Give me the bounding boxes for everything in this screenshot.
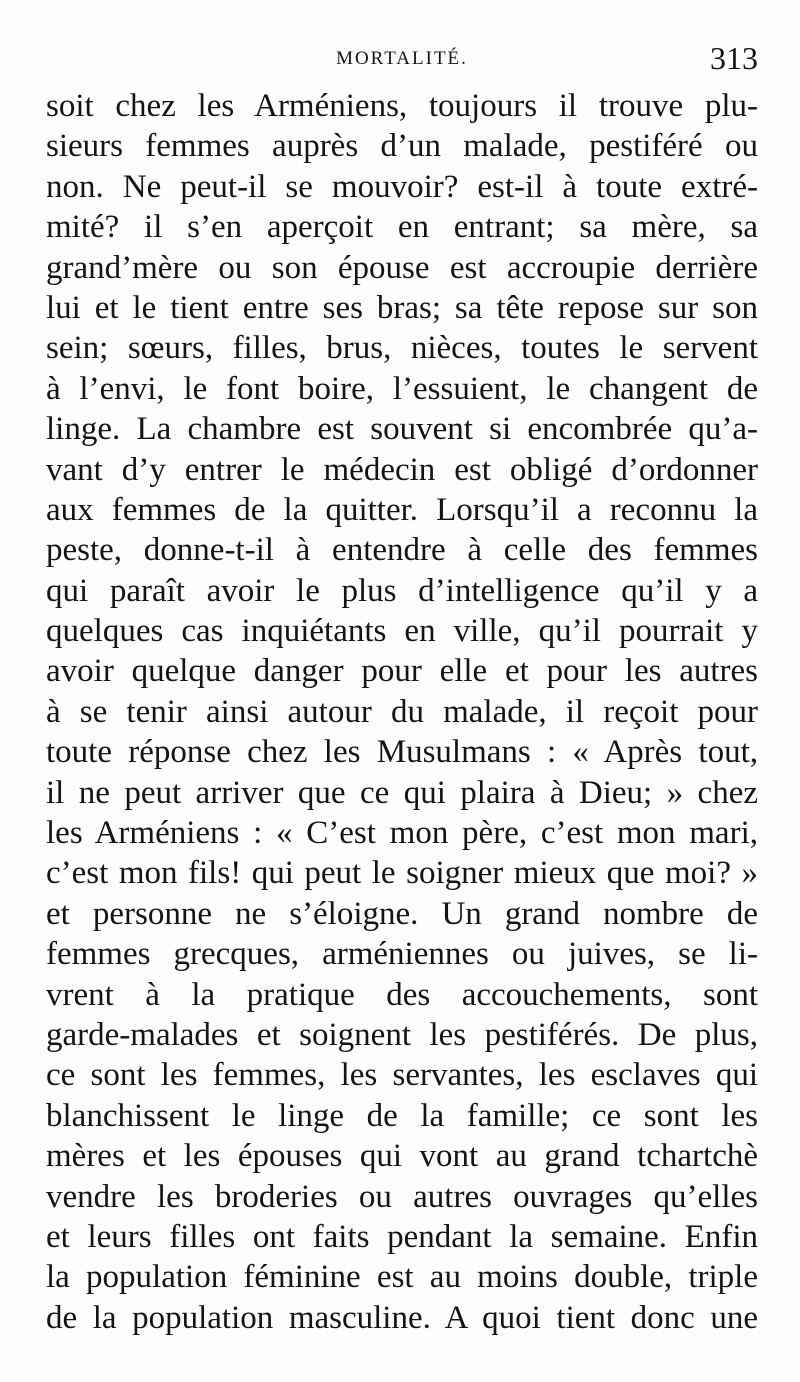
text-line: aux femmes de la quitter. Lorsqu’il a reconnu la (46, 491, 758, 528)
text-line: lui et le tient entre ses bras; sa tête repose sur son (46, 289, 758, 326)
text-line: c’est mon fils! qui peut le soigner mieux que moi? » (46, 855, 758, 892)
text-line: soit chez les Arméniens, toujours il trouve plu- (46, 88, 758, 124)
text-line: à l’envi, le font boire, l’essuient, le changent de (46, 370, 758, 407)
text-line: à se tenir ainsi autour du malade, il reçoit pour (46, 693, 758, 730)
text-line: quelques cas inquiétants en ville, qu’il pourrait y (46, 613, 758, 650)
text-line: mité? il s’en aperçoit en entrant; sa mère, sa (46, 209, 758, 246)
text-line: ce sont les femmes, les servantes, les esclaves qui (46, 1057, 758, 1094)
running-title: MORTALITÉ. (336, 48, 468, 69)
running-head (46, 38, 758, 78)
text-line: blanchissent le linge de la famille; ce sont les (46, 1097, 758, 1134)
text-line: mères et les épouses qui vont au grand tchartchè (46, 1138, 758, 1175)
text-line: garde-malades et soignent les pestiférés. De plus, (46, 1016, 758, 1053)
text-line: qui paraît avoir le plus d’intelligence qu’il y a (46, 572, 758, 609)
body-text (46, 86, 758, 1338)
text-line: grand’mère ou son épouse est accroupie derrière (46, 249, 758, 286)
text-line: avoir quelque danger pour elle et pour les autres (46, 653, 758, 690)
text-line: il ne peut arriver que ce qui plaira à Dieu; » chez (46, 774, 758, 811)
text-line: et leurs filles ont faits pendant la semaine. Enfin (46, 1218, 758, 1255)
text-line: toute réponse chez les Musulmans : « Après tout, (46, 734, 758, 771)
text-line: la population féminine est au moins double, triple (46, 1259, 758, 1296)
text-line: vant d’y entrer le médecin est obligé d’ordonner (46, 451, 758, 488)
text-line: les Arméniens : « C’est mon père, c’est mon mari, (46, 815, 758, 852)
text-line: vendre les broderies ou autres ouvrages qu’elles (46, 1178, 758, 1215)
text-line: sein; sœurs, filles, brus, nièces, toutes le servent (46, 330, 758, 367)
text-line: peste, donne-t-il à entendre à celle des femmes (46, 532, 758, 569)
text-line: vrent à la pratique des accouchements, sont (46, 976, 758, 1013)
text-line: linge. La chambre est souvent si encombrée qu’a- (46, 411, 758, 448)
text-line: et personne ne s’éloigne. Un grand nombre de (46, 895, 758, 932)
text-line: de la population masculine. A quoi tient donc une (46, 1299, 758, 1336)
text-line: femmes grecques, arméniennes ou juives, se li- (46, 936, 758, 973)
text-line: sieurs femmes auprès d’un malade, pestiféré ou (46, 128, 758, 165)
page-number: 313 (710, 40, 758, 76)
text-line: non. Ne peut-il se mouvoir? est-il à toute extré- (46, 168, 758, 205)
